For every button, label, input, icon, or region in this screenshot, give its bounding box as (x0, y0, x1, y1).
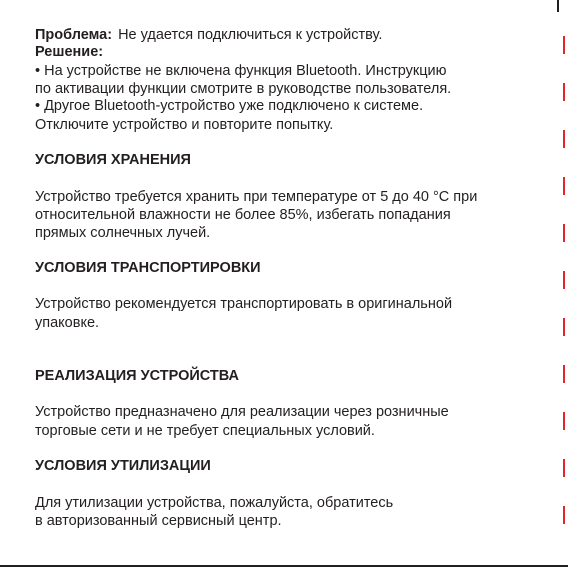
transport-text-line: Устройство рекомендуется транспортировать в оригинальной (35, 296, 453, 312)
transport-text-line: упаковке. (35, 315, 100, 331)
solution-line: Отключите устройство и повторите попытку. (35, 117, 334, 133)
solution-line: по активации функции смотрите в руководстве пользователя. (35, 81, 452, 97)
solution-line: • На устройстве не включена функция Bluetooth. Инструкцию (35, 63, 447, 79)
cut-line-marks (563, 36, 565, 546)
solution-label: Решение: (35, 44, 104, 60)
storage-text-line: относительной влажности не более 85%, избегать попадания (35, 207, 451, 223)
bottom-rule (0, 565, 568, 567)
disposal-heading: УСЛОВИЯ УТИЛИЗАЦИИ (35, 458, 211, 474)
problem-label: Проблема: (35, 27, 113, 43)
crop-mark (557, 0, 559, 12)
storage-text-line: прямых солнечных лучей. (35, 225, 211, 241)
transport-heading: УСЛОВИЯ ТРАНСПОРТИРОВКИ (35, 260, 261, 276)
storage-heading: УСЛОВИЯ ХРАНЕНИЯ (35, 152, 191, 168)
problem-text: Не удается подключиться к устройству. (118, 27, 383, 43)
disposal-text-line: Для утилизации устройства, пожалуйста, обратитесь (35, 495, 394, 511)
sale-text-line: Устройство предназначено для реализации через розничные (35, 404, 449, 420)
storage-text-line: Устройство требуется хранить при температуре от 5 до 40 °С при (35, 189, 478, 205)
solution-line: • Другое Bluetooth-устройство уже подключено к системе. (35, 98, 424, 114)
problem-line (35, 26, 382, 44)
sale-heading: РЕАЛИЗАЦИЯ УСТРОЙСТВА (35, 368, 239, 384)
sale-text-line: торговые сети и не требует специальных условий. (35, 423, 375, 439)
disposal-text-line: в авторизованный сервисный центр. (35, 513, 282, 529)
